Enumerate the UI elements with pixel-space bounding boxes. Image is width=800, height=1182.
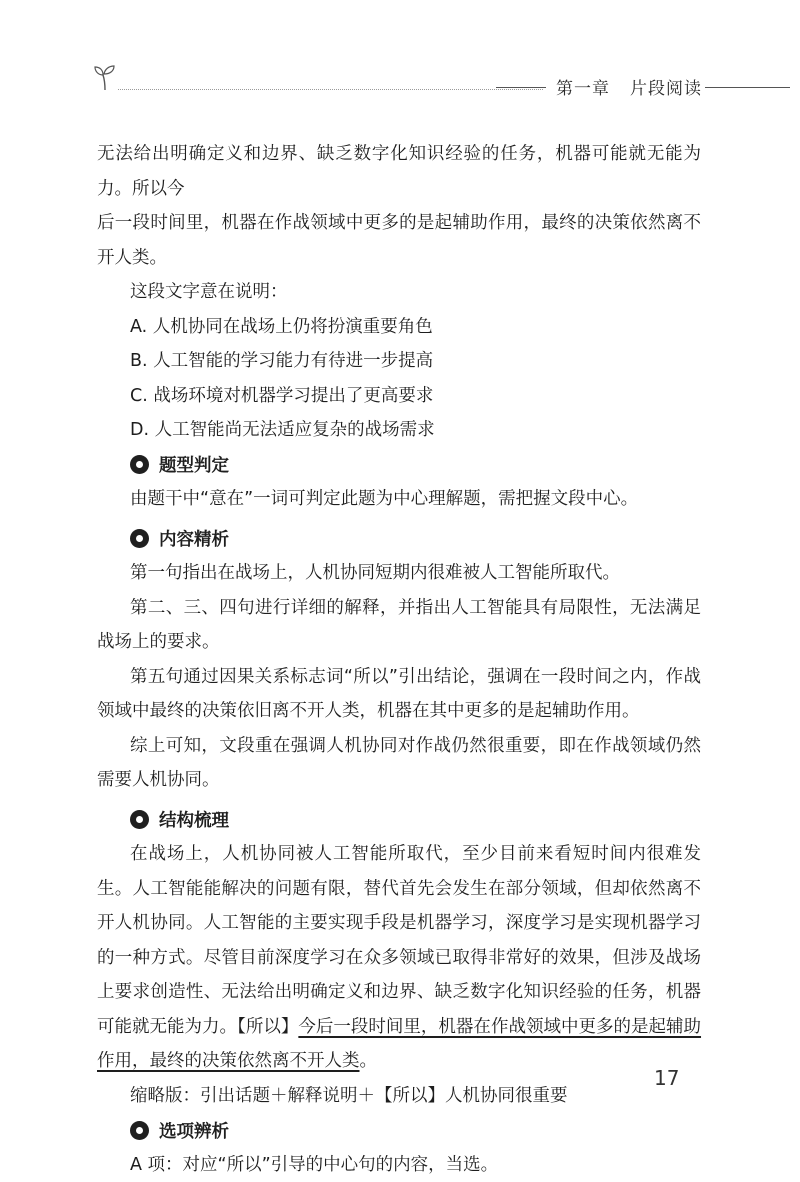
chapter-number: 第一章 [556,79,610,99]
marker-word: 所以 [246,1017,281,1037]
header-dotted-rule [118,89,543,90]
section-title: 结构梳理 [159,807,229,832]
section-bullet-icon [130,529,149,548]
header-rule-right [705,87,790,88]
structure-summary: 缩略版：引出话题＋解释说明＋【所以】人机协同很重要 [97,1079,701,1114]
section-title: 题型判定 [159,452,229,477]
option-c: C. 战场环境对机器学习提出了更高要求 [97,379,701,414]
section-heading-structure [97,803,701,838]
sprout-icon [92,62,118,92]
content-analysis-p4: 综上可知，文段重在强调人机协同对作战仍然很重要，即在作战领域仍然需要人机协同。 [97,729,701,798]
chapter-section: 片段阅读 [630,79,702,99]
content-analysis-p1: 第一句指出在战场上，人机协同短期内很难被人工智能所取代。 [97,556,701,591]
section-bullet-icon [130,810,149,829]
section-title: 选项辨析 [159,1118,229,1143]
option-a-analysis: A 项：对应“所以”引导的中心句的内容，当选。 [97,1148,701,1182]
content-analysis-p2: 第二、三、四句进行详细的解释，并指出人工智能具有局限性，无法满足战场上的要求。 [97,591,701,660]
page-number: 17 [654,1066,679,1090]
section-heading-options [97,1113,701,1148]
passage-line-2: 后一段时间里，机器在作战领域中更多的是起辅助作用，最终的决策依然离不开人类。 [97,206,701,275]
option-b: B. 人工智能的学习能力有待进一步提高 [97,344,701,379]
option-d: D. 人工智能尚无法适应复杂的战场需求 [97,413,701,448]
chapter-heading [556,74,702,99]
content-analysis-p3: 第五句通过因果关系标志词“所以”引出结论，强调在一段时间之内，作战领域中最终的决策依旧离不开人类，机器在其中更多的是起辅助作用。 [97,660,701,729]
structure-paragraph [97,837,701,1079]
page-body [97,137,701,1182]
bracket-close: 】 [281,1017,299,1037]
header-rule-left [496,87,546,88]
central-sentence: 今后一段时间里，机器在作战领域中更多的是起辅助作用，最终的决策依然离不开人类 [97,1017,701,1072]
option-a: A. 人机协同在战场上仍将扮演重要角色 [97,310,701,345]
section-title: 内容精析 [159,526,229,551]
structure-text: 在战场上，人机协同被人工智能所取代，至少目前来看短时间内很难发生。人工智能能解决的问题有限，替代首先会发生在部分领域，但却依然离不开人机协同。人工智能的主要实现手段是机器学习，深度学习是实现机器学习的一种方式。尽管目前深度学习在众多领域已取得非常好的效果，但涉及战场上要求创造性、无法给出明确定义和边界、缺乏数字化知识经验的任务，机器可能就无能为力。 [97,844,701,1037]
page-header [0,0,800,110]
passage-line-1: 无法给出明确定义和边界、缺乏数字化知识经验的任务，机器可能就无能为力。所以今 [97,137,701,206]
section-heading-type [97,448,701,483]
question-stem: 这段文字意在说明： [97,275,701,310]
so-marker [237,1017,298,1037]
type-judgement-text: 由题干中“意在”一词可判定此题为中心理解题，需把握文段中心。 [97,482,701,517]
section-bullet-icon [130,455,149,474]
bracket-open: 【 [237,1017,246,1037]
end-mark: 。 [360,1051,378,1071]
section-bullet-icon [130,1121,149,1140]
section-heading-content [97,522,701,557]
